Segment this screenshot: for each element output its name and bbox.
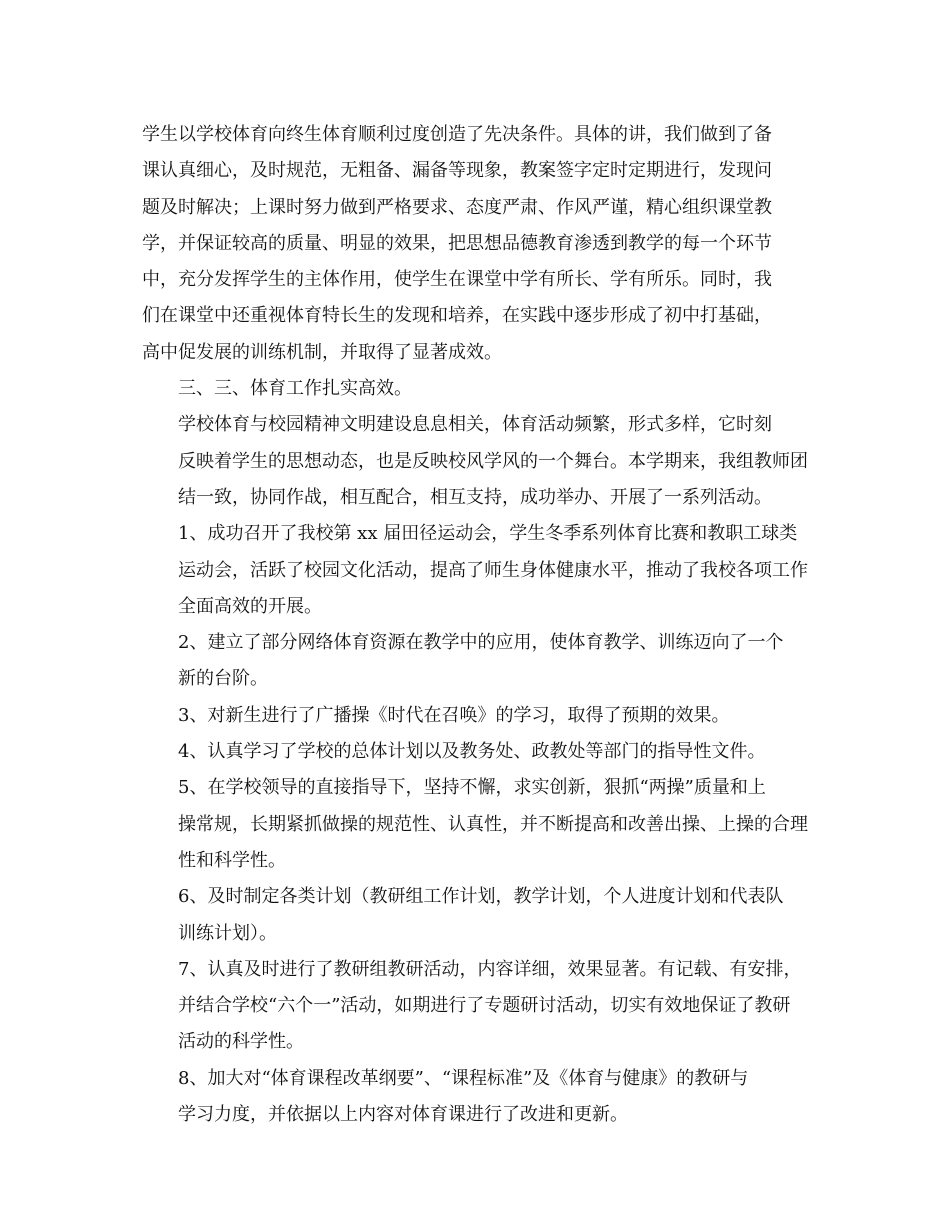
list-item-5 [142,770,814,879]
text-line: 7、认真及时进行了教研组教研活动，内容详细，效果显著。有记载、有安排， [178,958,802,980]
text-line: 学校体育与校园精神文明建设息息相关，体育活动频繁，形式多样，它时刻 [178,414,772,436]
list-item-2 [142,625,814,698]
document-body [142,117,814,1133]
text-line: 学习力度，并依据以上内容对体育课进行了改进和更新。 [178,1104,628,1126]
text-line: 4、认真学习了学校的总体计划以及教务处、政教处等部门的指导性文件。 [178,741,766,763]
list-item-8 [142,1061,814,1134]
text-line: 操常规，长期紧抓做操的规范性、认真性，并不断提高和改善出操、上操的合理 [178,813,808,835]
text-line: 性和科学性。 [178,849,286,871]
list-item-6 [142,879,814,952]
text-line: 学，并保证较高的质量、明显的效果，把思想品德教育渗透到教学的每一个环节 [142,232,772,254]
text-line: 学生以学校体育向终生体育顺利过度创造了先决条件。具体的讲，我们做到了备 [142,124,772,145]
heading-text: 三、三、体育工作扎实高效。 [178,378,412,400]
text-line: 全面高效的开展。 [178,595,322,617]
text-line: 课认真细心，及时规范，无粗备、漏备等现象，教案签字定时定期进行，发现问 [142,160,772,182]
text-line: 反映着学生的思想动态，也是反映校风学风的一个舞台。本学期来，我组教师团 [178,450,808,472]
list-item-4 [142,734,814,770]
list-item-1 [142,516,814,625]
list-item-3 [142,698,814,734]
text-line: 8、加大对“体育课程改革纲要”、“课程标准”及《体育与健康》的教研与 [178,1067,749,1089]
paragraph-intro [142,407,814,516]
text-line: 中，充分发挥学生的主体作用，使学生在课堂中学有所长、学有所乐。同时，我 [142,269,772,291]
text-line: 并结合学校“六个一”活动，如期进行了专题研讨活动，切实有效地保证了教研 [178,995,791,1017]
text-line: 2、建立了部分网络体育资源在教学中的应用，使体育教学、训练迈向了一个 [178,632,784,654]
paragraph-teaching-continuation [142,117,814,371]
section-heading [142,371,814,407]
text-line: 运动会，活跃了校园文化活动，提高了师生身体健康水平，推动了我校各项工作 [178,559,808,581]
text-line: 3、对新生进行了广播操《时代在召唤》的学习，取得了预期的效果。 [178,704,730,726]
list-item-7 [142,952,814,1061]
text-line: 题及时解决；上课时努力做到严格要求、态度严肃、作风严谨，精心组织课堂教 [142,196,772,218]
text-line: 1、成功召开了我校第 xx 届田径运动会，学生冬季系列体育比赛和教职工球类 [178,523,798,545]
text-line: 们在课堂中还重视体育特长生的发现和培养，在实践中逐步形成了初中打基础， [142,305,772,327]
text-line: 训练计划）。 [178,922,277,944]
text-line: 高中促发展的训练机制，并取得了显著成效。 [142,341,502,363]
text-line: 结一致，协同作战，相互配合，相互支持，成功举办、开展了一系列活动。 [178,486,772,508]
text-line: 新的台阶。 [178,668,268,690]
text-line: 活动的科学性。 [178,1031,304,1053]
text-line: 5、在学校领导的直接指导下，坚持不懈，求实创新，狠抓“两操”质量和上 [178,777,766,799]
text-line: 6、及时制定各类计划（教研组工作计划，教学计划，个人进度计划和代表队 [178,886,784,908]
